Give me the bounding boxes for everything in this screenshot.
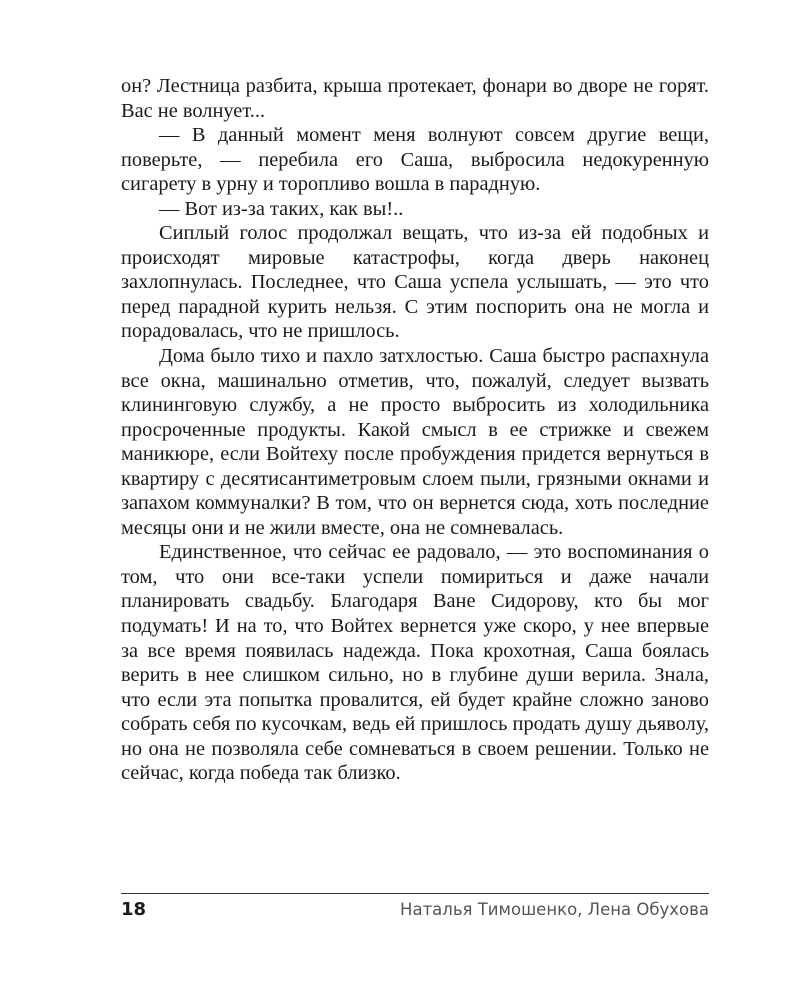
body-text (121, 74, 709, 786)
paragraph-narration-2: Дома было тихо и пахло затхлостью. Саша быстро распахнула все окна, машинально отметив, что, пожалуй, следует вызвать клининговую службу, а не просто выбросить из холодильника просроченные продукты. Какой смысл в ее стрижке и свежем маникюре, если Войтеху после пробуждения придется вернуться в квартиру с десятисантиметровым слоем пыли, грязными окнами и запахом коммуналки? В том, что он вернется сюда, хоть последние месяцы они и не жили вместе, она не сомневалась. (121, 345, 709, 539)
paragraph-dialogue-2: — Вот из-за таких, как вы!.. (159, 197, 404, 220)
running-footer-authors: Наталья Тимошенко, Лена Обухова (400, 900, 709, 919)
paragraph-dialogue-1: — В данный момент меня волнуют совсем другие вещи, поверьте, — перебила его Саша, выбросила недокуренную сигарету в урну и торопливо вошла в парадную. (121, 124, 709, 196)
paragraph-narration-1: Сиплый голос продолжал вещать, что из-за ей подобных и происходят мировые катастрофы, когда дверь наконец захлопнулась. Последнее, что Саша успела услышать, — это что перед парадной курить нельзя. С этим поспорить она не могла и порадовалась, что не пришлось. (121, 222, 709, 343)
footer-divider (121, 893, 709, 894)
paragraph-narration-3: Единственное, что сейчас ее радовало, — это воспоминания о том, что они все-таки успели помириться и даже начали планировать свадьбу. Благодаря Ване Сидорову, кто бы мог подумать! И на то, что Войтех вернется уже скоро, у нее впервые за все время появилась надежда. Пока крохотная, Саша боялась верить в нее слишком сильно, но в глубине души верила. Знала, что если эта попытка провалится, ей будет крайне сложно заново собрать себя по кусочкам, ведь ей пришлось продать душу дьяволу, но она не позволяла себе сомневаться в своем решении. Только не сейчас, когда победа так близко. (121, 541, 709, 785)
page-number: 18 (121, 899, 147, 920)
paragraph-continuation: он? Лестница разбита, крыша протекает, фонари во дворе не горят. Вас не волнует... (121, 75, 709, 122)
